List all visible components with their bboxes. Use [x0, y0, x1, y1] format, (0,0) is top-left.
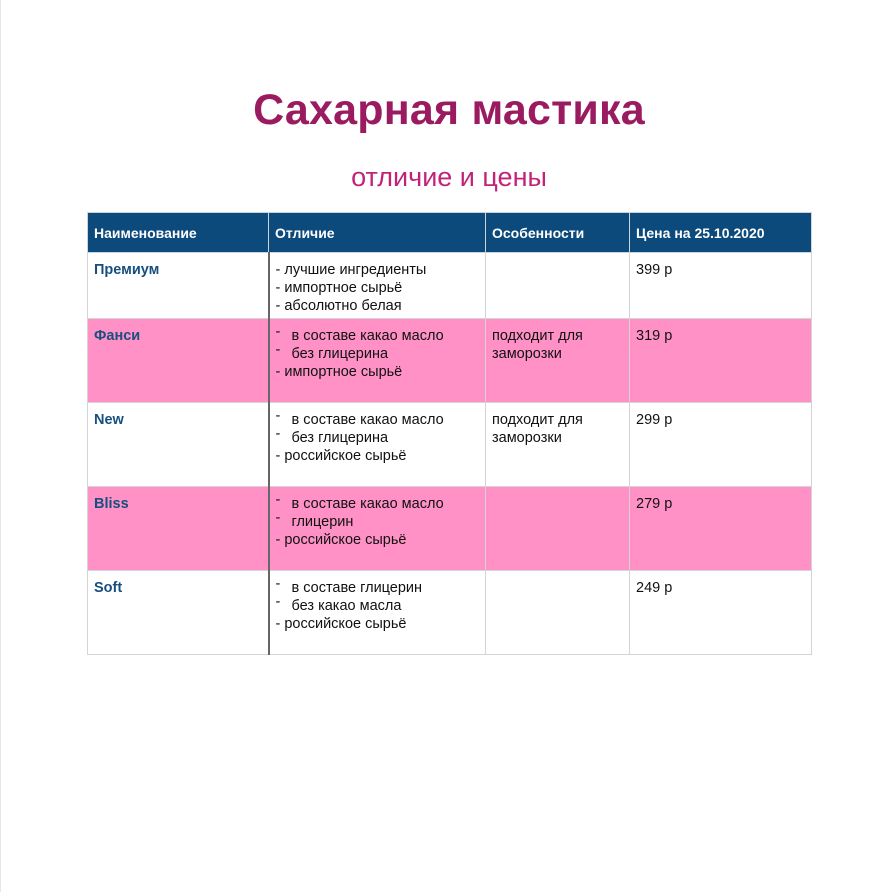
product-name: Премиум — [88, 253, 269, 319]
product-difference — [269, 403, 486, 487]
table-row — [88, 571, 812, 655]
header-price: Цена на 25.10.2020 — [630, 213, 812, 253]
difference-line: - в составе какао масло — [276, 495, 480, 513]
difference-line: - российское сырьё — [275, 448, 407, 464]
product-name: Bliss — [88, 487, 269, 571]
difference-line: - российское сырьё — [275, 616, 407, 632]
product-features — [486, 319, 630, 403]
difference-line: - абсолютно белая — [275, 298, 402, 314]
difference-line: - глицерин — [276, 513, 480, 531]
product-price: 249 р — [630, 571, 812, 655]
product-name: New — [88, 403, 269, 487]
difference-line: - без глицерина — [276, 345, 480, 363]
table-row — [88, 319, 812, 403]
product-price: 299 р — [630, 403, 812, 487]
product-difference — [269, 253, 486, 319]
product-price: 279 р — [630, 487, 812, 571]
product-difference — [269, 319, 486, 403]
difference-line: - импортное сырьё — [275, 280, 403, 296]
product-difference — [269, 487, 486, 571]
difference-line: - российское сырьё — [275, 532, 407, 548]
product-price: 319 р — [630, 319, 812, 403]
header-features: Особенности — [486, 213, 630, 253]
page-subtitle: отличие и цены — [351, 162, 547, 192]
product-features — [486, 403, 630, 487]
table-row — [88, 253, 812, 319]
difference-line: - без глицерина — [276, 429, 480, 447]
difference-line: - без какао масла — [276, 597, 480, 615]
feature-line: заморозки — [492, 346, 562, 362]
header-difference: Отличие — [269, 213, 486, 253]
feature-line: заморозки — [492, 430, 562, 446]
table-row — [88, 487, 812, 571]
difference-line: - в составе глицерин — [276, 579, 480, 597]
table-header-row — [88, 213, 812, 253]
product-difference — [269, 571, 486, 655]
product-features — [486, 253, 630, 319]
product-name: Soft — [88, 571, 269, 655]
product-features — [486, 571, 630, 655]
page-title: Сахарная мастика — [253, 86, 645, 134]
difference-line: - импортное сырьё — [275, 364, 403, 380]
price-table — [87, 212, 812, 655]
header-name: Наименование — [88, 213, 269, 253]
difference-line: - лучшие ингредиенты — [275, 262, 427, 278]
product-name: Фанси — [88, 319, 269, 403]
feature-line: подходит для — [492, 328, 583, 344]
product-features — [486, 487, 630, 571]
difference-line: - в составе какао масло — [276, 411, 480, 429]
product-price: 399 р — [630, 253, 812, 319]
feature-line: подходит для — [492, 412, 583, 428]
table-row — [88, 403, 812, 487]
difference-line: - в составе какао масло — [276, 327, 480, 345]
